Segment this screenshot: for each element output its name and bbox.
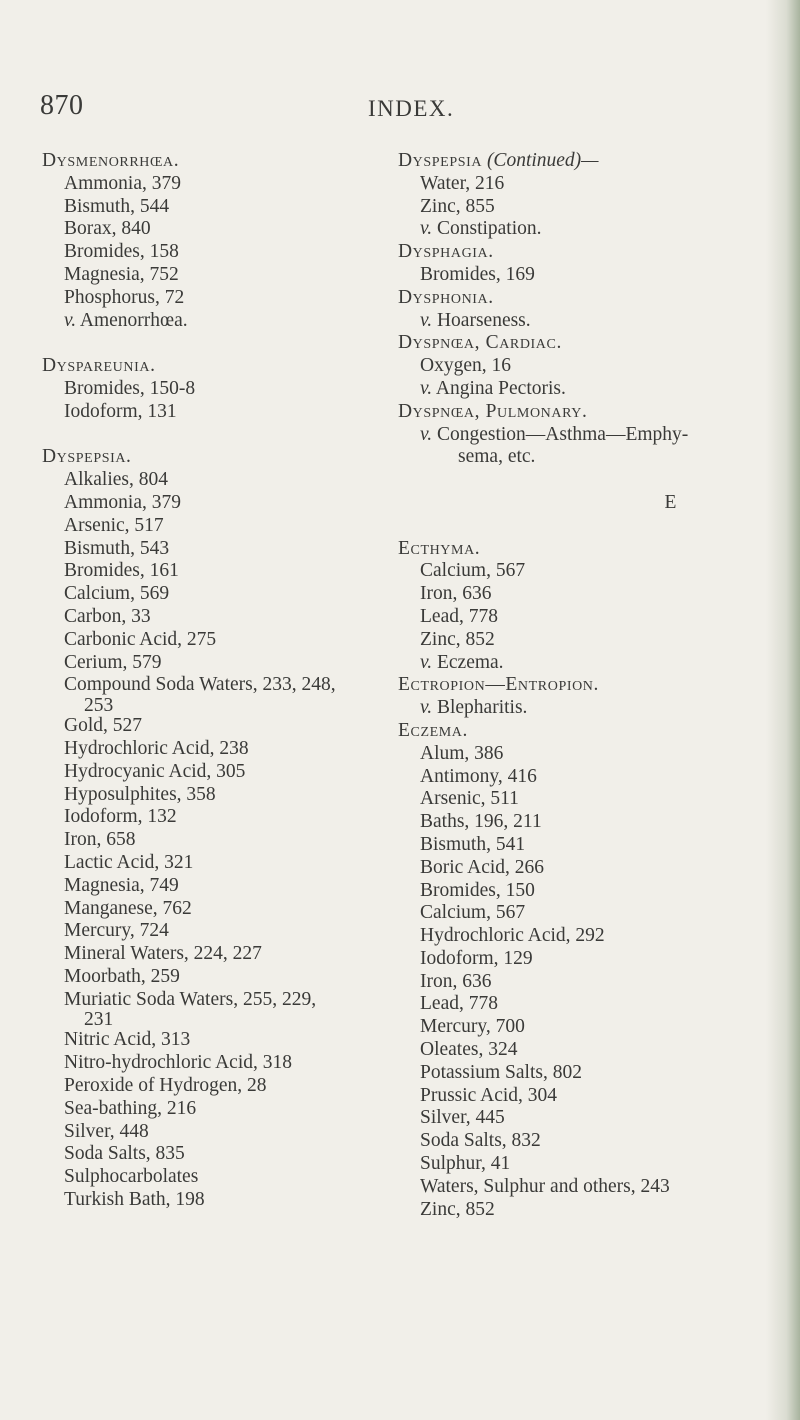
sub-entry: Lactic Acid, 321 (64, 851, 194, 873)
entry-heading: Dyspepsia. (42, 446, 132, 468)
see-target-continuation: sema, etc. (458, 446, 536, 468)
entry-heading: Dyspnœa, Cardiac. (398, 332, 562, 354)
entry-dysmenorrhoea (42, 150, 392, 332)
sub-entry: Hyposulphites, 358 (64, 783, 216, 805)
entry-heading: Dyspareunia. (42, 355, 156, 377)
entry-heading: Dyspepsia (398, 150, 483, 171)
sub-entry: Calcium, 567 (420, 560, 526, 582)
right-column (398, 150, 793, 1221)
entry-dyspareunia (42, 355, 392, 423)
left-column (42, 150, 392, 1212)
see-reference (398, 424, 793, 447)
see-prefix: v. (420, 651, 433, 673)
spacer (398, 469, 793, 492)
sub-entry-continuation: 253 (84, 695, 114, 717)
sub-entry: Alum, 386 (420, 742, 504, 764)
continued-label: (Continued)— (486, 150, 599, 171)
sub-entry: Bromides, 150 (420, 879, 535, 901)
sub-entry: Phosphorus, 72 (64, 286, 185, 308)
sub-entry: Soda Salts, 832 (420, 1130, 541, 1152)
see-target: Congestion—Asthma—Emphy- (436, 423, 689, 445)
see-reference (398, 218, 793, 241)
sub-entry: Calcium, 567 (420, 902, 526, 924)
sub-entry: Calcium, 569 (64, 583, 170, 605)
see-reference (398, 310, 793, 333)
sub-entry: Mercury, 700 (420, 1016, 525, 1038)
entry-dyspepsia (42, 446, 392, 1212)
sub-entry: Nitro-hydrochloric Acid, 318 (64, 1052, 292, 1074)
sub-entry: Turkish Bath, 198 (64, 1189, 205, 1211)
sub-entry: Ammonia, 379 (64, 172, 181, 194)
sub-entry: Magnesia, 752 (64, 263, 179, 285)
sub-entry: Sulphocarbolates (64, 1166, 199, 1188)
sub-entry: Oxygen, 16 (420, 355, 511, 377)
entry-ecthyma (398, 538, 793, 675)
entry-dyspnoea-pulmonary (398, 401, 793, 469)
running-head: INDEX. (368, 96, 455, 121)
see-prefix: v. (420, 377, 433, 399)
sub-entry: Boric Acid, 266 (420, 856, 545, 878)
entry-dysphagia (398, 241, 793, 287)
sub-entry: Silver, 445 (420, 1107, 505, 1129)
see-prefix: v. (420, 218, 433, 240)
see-reference (398, 697, 793, 720)
entry-heading: Dysmenorrhœa. (42, 150, 180, 171)
sub-entry: Lead, 778 (420, 993, 498, 1015)
sub-entry: Oleates, 324 (420, 1039, 518, 1061)
section-letter: E (664, 491, 677, 513)
sub-entry: Lead, 778 (420, 605, 498, 627)
sub-entry: Soda Salts, 835 (64, 1143, 185, 1165)
sub-entry: Compound Soda Waters, 233, 248, (64, 674, 336, 696)
see-target: Hoarseness. (436, 309, 531, 331)
page-number: 870 (40, 90, 84, 121)
sub-entry: Bromides, 158 (64, 241, 179, 263)
entry-heading-continued (398, 150, 793, 173)
sub-entry: Gold, 527 (64, 715, 142, 737)
sub-entry: Bromides, 169 (420, 263, 535, 285)
see-prefix: v. (64, 309, 77, 331)
sub-entry: Manganese, 762 (64, 897, 192, 919)
see-target: Constipation. (436, 218, 542, 240)
spacer (42, 332, 392, 355)
sub-entry: Alkalies, 804 (64, 469, 168, 491)
sub-entry: Bismuth, 543 (64, 537, 170, 559)
sub-entry: Arsenic, 511 (420, 788, 519, 810)
sub-entry: Ammonia, 379 (64, 491, 181, 513)
see-reference (398, 652, 793, 675)
sub-entry: Baths, 196, 211 (420, 811, 542, 833)
sub-entry: Hydrocyanic Acid, 305 (64, 760, 246, 782)
sub-entry: Iodoform, 132 (64, 806, 177, 828)
see-prefix: v. (420, 309, 433, 331)
entry-heading: Eczema. (398, 719, 468, 741)
entry-heading: Dysphonia. (398, 286, 494, 308)
spacer (42, 424, 392, 447)
sub-entry: Hydrochloric Acid, 238 (64, 737, 249, 759)
sub-entry: Moorbath, 259 (64, 965, 180, 987)
entry-dyspnoea-cardiac (398, 332, 793, 400)
sub-entry: Muriatic Soda Waters, 255, 229, (64, 988, 317, 1010)
sub-entry: Potassium Salts, 802 (420, 1061, 582, 1083)
sub-entry: Zinc, 852 (420, 628, 495, 650)
sub-entry: Sea-bathing, 216 (64, 1097, 197, 1119)
entry-eczema (398, 720, 793, 1222)
entry-dyspepsia-continued (398, 150, 793, 241)
see-prefix: v. (420, 423, 433, 445)
sub-entry: Bromides, 150-8 (64, 377, 196, 399)
sub-entry: Iodoform, 129 (420, 947, 533, 969)
sub-entry: Peroxide of Hydrogen, 28 (64, 1075, 267, 1097)
see-target: Eczema. (436, 651, 504, 673)
entry-heading: Ectropion—Entropion. (398, 674, 599, 696)
sub-entry: Iron, 636 (420, 583, 492, 605)
see-target: Angina Pectoris. (435, 377, 566, 399)
sub-entry: Hydrochloric Acid, 292 (420, 925, 605, 947)
sub-entry: Bismuth, 544 (64, 195, 170, 217)
sub-entry: Carbonic Acid, 275 (64, 628, 217, 650)
sub-entry: Waters, Sulphur and others, 243 (420, 1175, 670, 1197)
sub-entry: Mineral Waters, 224, 227 (64, 943, 262, 965)
sub-entry: Borax, 840 (64, 218, 151, 240)
sub-entry: Iron, 636 (420, 970, 492, 992)
see-target: Amenorrhœa. (79, 309, 188, 331)
sub-entry: Bromides, 161 (64, 560, 179, 582)
sub-entry: Nitric Acid, 313 (64, 1029, 191, 1051)
sub-entry: Arsenic, 517 (64, 514, 164, 536)
entry-dysphonia (398, 287, 793, 333)
see-reference (398, 378, 793, 401)
see-target: Blepharitis. (436, 697, 528, 719)
sub-entry-continuation: 231 (84, 1009, 114, 1031)
see-prefix: v. (420, 697, 433, 719)
sub-entry: Iodoform, 131 (64, 400, 177, 422)
spacer (398, 515, 793, 538)
sub-entry: Antimony, 416 (420, 765, 537, 787)
sub-entry: Bismuth, 541 (420, 833, 526, 855)
sub-entry: Sulphur, 41 (420, 1153, 511, 1175)
sub-entry: Magnesia, 749 (64, 874, 179, 896)
entry-heading: Dysphagia. (398, 241, 494, 263)
see-reference (42, 310, 392, 333)
sub-entry: Zinc, 852 (420, 1198, 495, 1220)
sub-entry: Prussic Acid, 304 (420, 1084, 558, 1106)
sub-entry: Cerium, 579 (64, 651, 162, 673)
sub-entry: Zinc, 855 (420, 195, 495, 217)
sub-entry: Mercury, 724 (64, 920, 169, 942)
sub-entry: Silver, 448 (64, 1120, 149, 1142)
entry-ectropion (398, 674, 793, 720)
entry-heading: Ecthyma. (398, 537, 481, 559)
sub-entry: Carbon, 33 (64, 605, 151, 627)
sub-entry: Iron, 658 (64, 829, 136, 851)
sub-entry: Water, 216 (420, 172, 505, 194)
entry-heading: Dyspnœa, Pulmonary. (398, 400, 588, 422)
